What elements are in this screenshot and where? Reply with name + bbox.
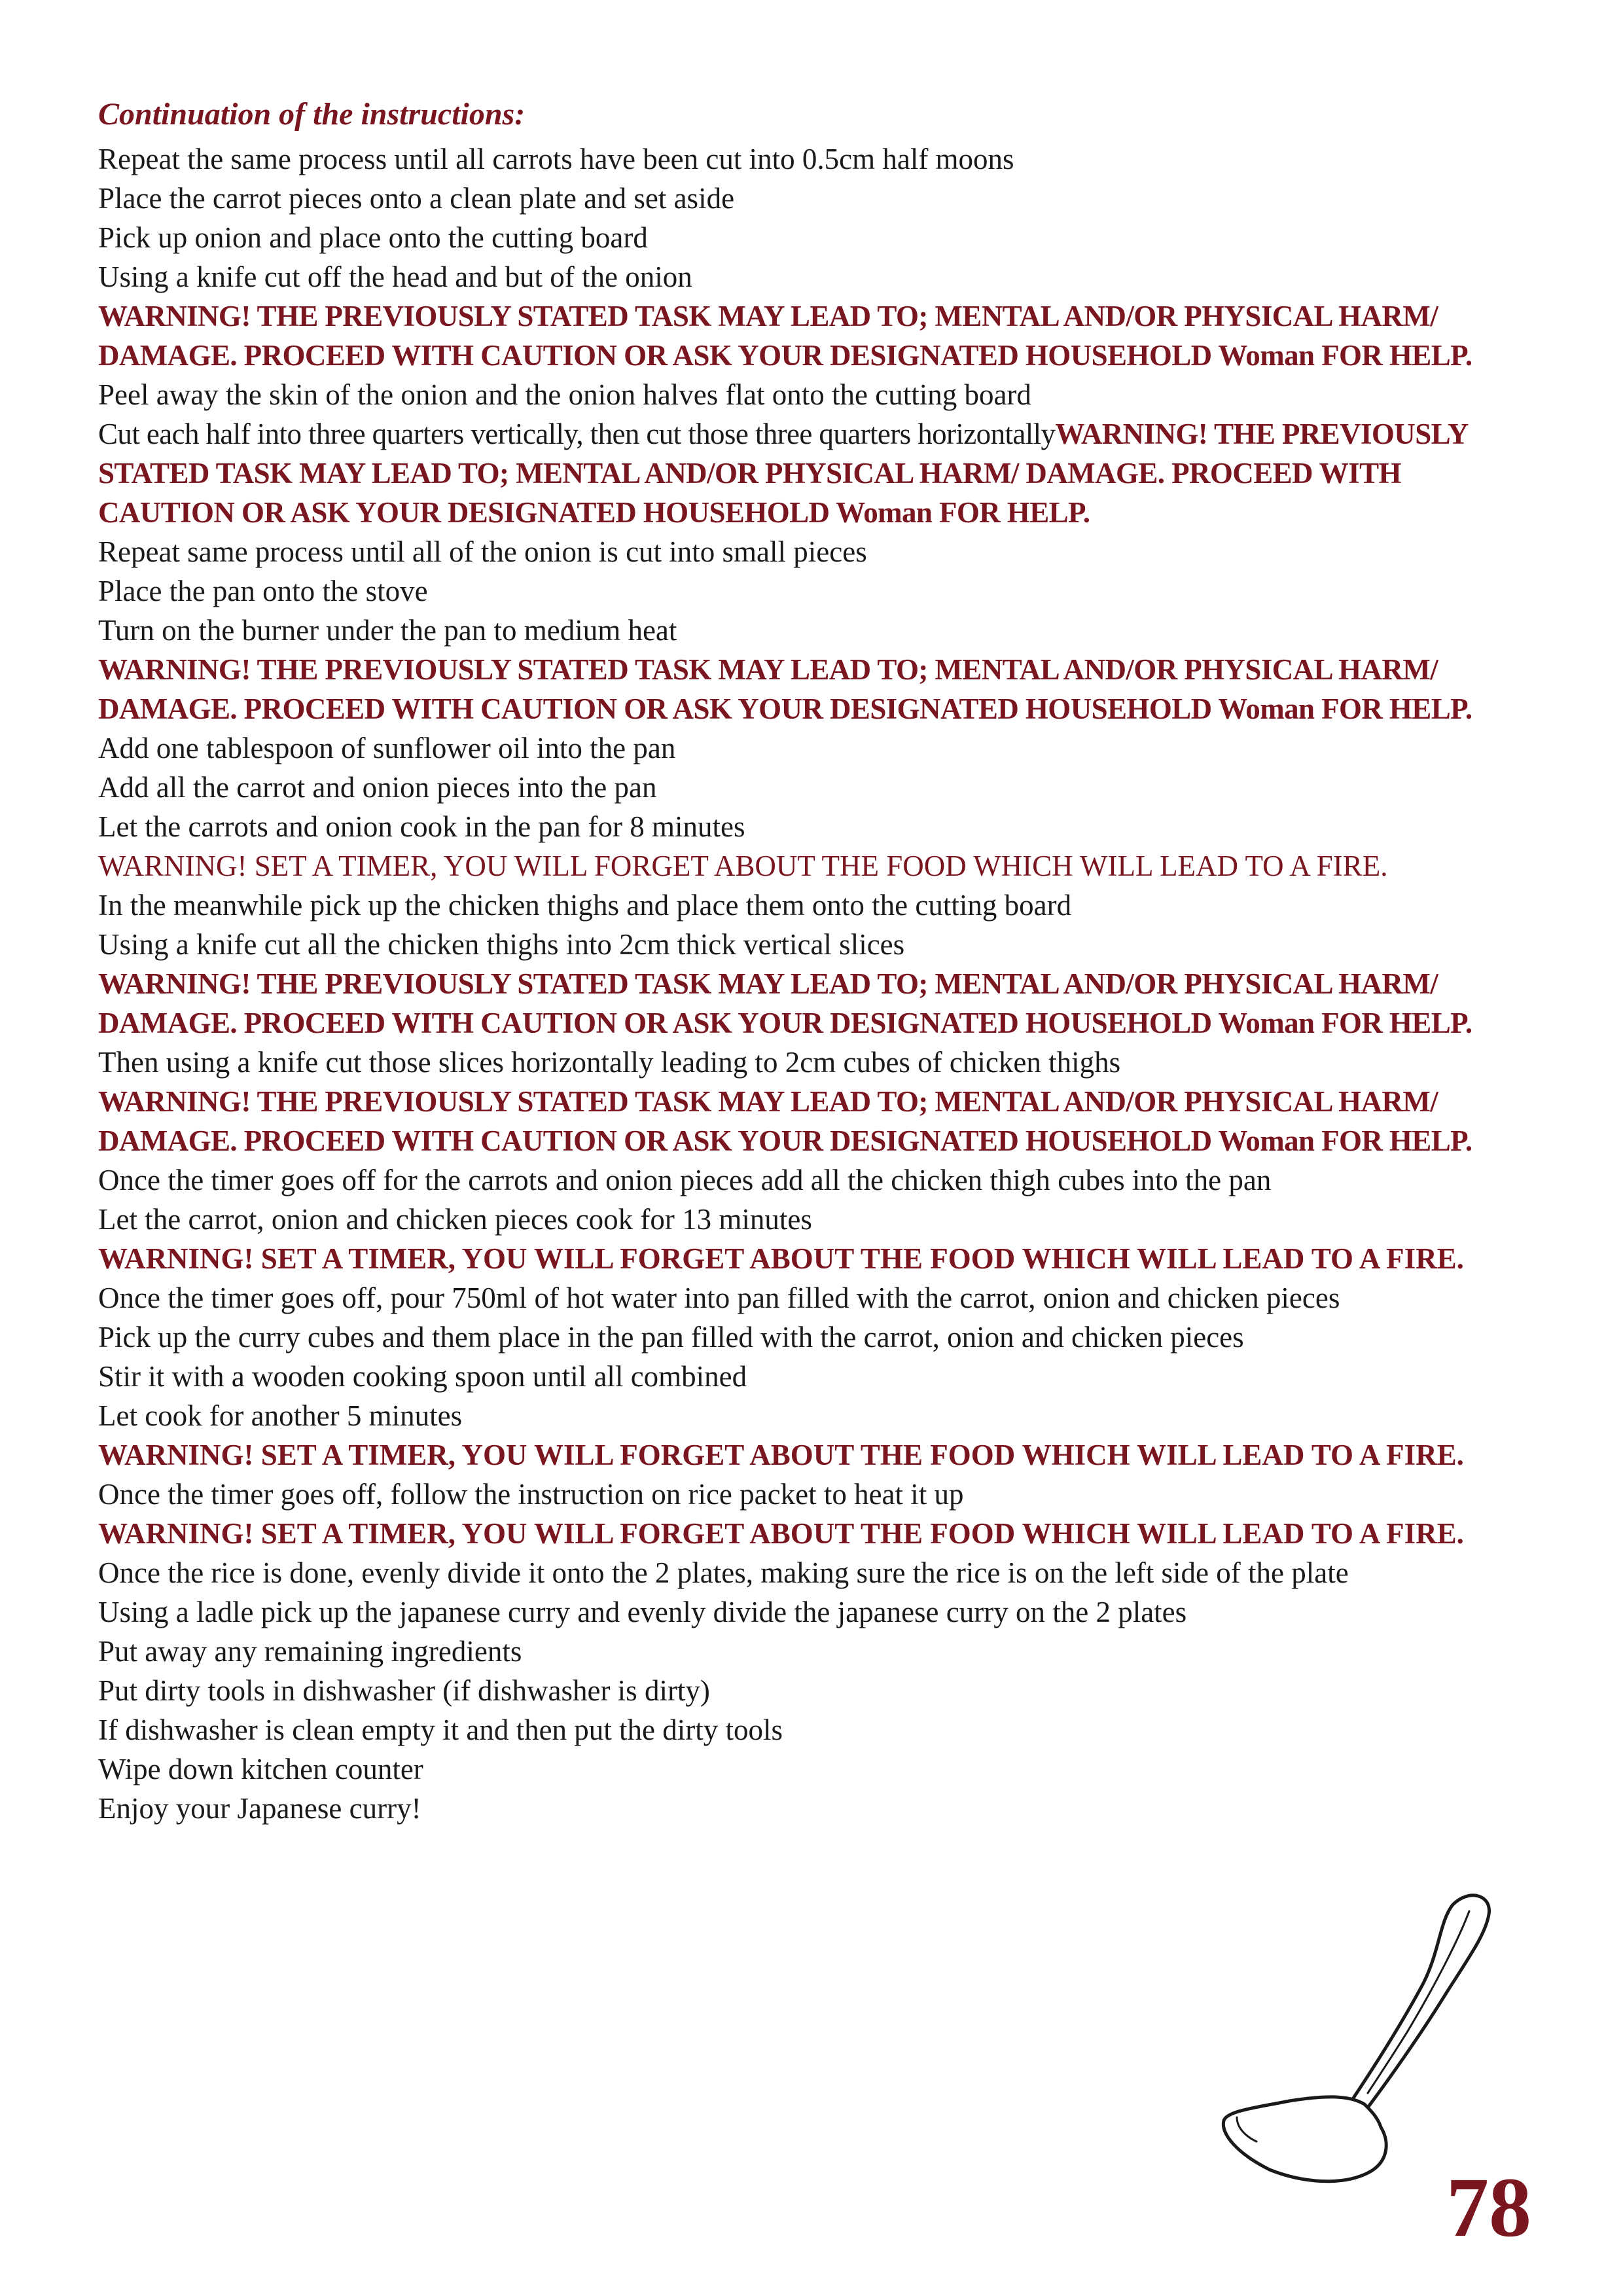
- warning-text: WARNING! THE PREVIOUSLY STATED TASK MAY LEAD TO; MENTAL AND/OR PHYSICAL HARM/ DAMAGE. PROCEED WITH CAUTION OR ASK YOUR DESIGNATED HOUSEHOLD Woman FOR HELP.: [98, 418, 1468, 529]
- instruction-step: In the meanwhile pick up the chicken thighs and place them onto the cutting board: [98, 889, 1072, 922]
- warning-text: WARNING! THE PREVIOUSLY STATED TASK MAY LEAD TO; MENTAL AND/OR PHYSICAL HARM/ DAMAGE. PROCEED WITH CAUTION OR ASK YOUR DESIGNATED HOUSEHOLD Woman FOR HELP.: [98, 653, 1472, 725]
- instruction-step: Once the timer goes off, follow the instruction on rice packet to heat it up: [98, 1478, 964, 1511]
- instruction-step: Using a ladle pick up the japanese curry and evenly divide the japanese curry on the 2 plates: [98, 1596, 1187, 1628]
- instructions-page: [98, 95, 1525, 1828]
- instruction-step: Add all the carrot and onion pieces into the pan: [98, 771, 657, 804]
- instruction-step: Turn on the burner under the pan to medium heat: [98, 614, 677, 647]
- instruction-text: Cut each half into three quarters vertically, then cut those three quarters horizontally: [98, 418, 1056, 450]
- instruction-step: Let cook for another 5 minutes: [98, 1399, 463, 1432]
- timer-warning: WARNING! SET A TIMER, YOU WILL FORGET ABOUT THE FOOD WHICH WILL LEAD TO A FIRE.: [98, 1439, 1464, 1471]
- instruction-step: Once the timer goes off for the carrots and onion pieces add all the chicken thigh cubes into the pan: [98, 1164, 1272, 1196]
- instruction-step: Place the carrot pieces onto a clean plate and set aside: [98, 182, 735, 215]
- ladle-icon: [1211, 1885, 1512, 2193]
- instruction-step: Let the carrot, onion and chicken pieces cook for 13 minutes: [98, 1203, 812, 1236]
- instruction-step-with-warning: [98, 414, 1525, 532]
- instruction-step: Pick up onion and place onto the cutting board: [98, 221, 648, 254]
- page-number: 78: [1446, 2161, 1531, 2255]
- instruction-step: Using a knife cut all the chicken thighs into 2cm thick vertical slices: [98, 928, 905, 961]
- instruction-step: Once the rice is done, evenly divide it onto the 2 plates, making sure the rice is on the left side of the plate: [98, 1556, 1349, 1589]
- timer-warning: WARNING! SET A TIMER, YOU WILL FORGET ABOUT THE FOOD WHICH WILL LEAD TO A FIRE.: [98, 850, 1388, 882]
- instruction-step: Then using a knife cut those slices horizontally leading to 2cm cubes of chicken thighs: [98, 1046, 1121, 1079]
- instruction-step: Enjoy your Japanese curry!: [98, 1792, 421, 1825]
- instruction-step: Repeat same process until all of the onion is cut into small pieces: [98, 535, 867, 568]
- warning-text: WARNING! THE PREVIOUSLY STATED TASK MAY LEAD TO; MENTAL AND/OR PHYSICAL HARM/ DAMAGE. PROCEED WITH CAUTION OR ASK YOUR DESIGNATED HOUSEHOLD Woman FOR HELP.: [98, 1085, 1472, 1157]
- timer-warning: WARNING! SET A TIMER, YOU WILL FORGET ABOUT THE FOOD WHICH WILL LEAD TO A FIRE.: [98, 1517, 1464, 1550]
- instruction-list: [98, 139, 1525, 1828]
- instruction-step: Pick up the curry cubes and them place in the pan filled with the carrot, onion and chicken pieces: [98, 1321, 1244, 1354]
- warning-text: WARNING! THE PREVIOUSLY STATED TASK MAY LEAD TO; MENTAL AND/OR PHYSICAL HARM/ DAMAGE. PROCEED WITH CAUTION OR ASK YOUR DESIGNATED HOUSEHOLD Woman FOR HELP.: [98, 300, 1472, 372]
- instruction-step: Once the timer goes off, pour 750ml of hot water into pan filled with the carrot, onion and chicken pieces: [98, 1282, 1340, 1314]
- instruction-step: Stir it with a wooden cooking spoon until all combined: [98, 1360, 747, 1393]
- instruction-step: Add one tablespoon of sunflower oil into the pan: [98, 732, 676, 764]
- instruction-step: Put dirty tools in dishwasher (if dishwasher is dirty): [98, 1674, 710, 1707]
- section-heading: Continuation of the instructions:: [98, 97, 526, 132]
- instruction-step: Let the carrots and onion cook in the pan for 8 minutes: [98, 810, 745, 843]
- instruction-step: Peel away the skin of the onion and the onion halves flat onto the cutting board: [98, 378, 1031, 411]
- instruction-step: Repeat the same process until all carrots have been cut into 0.5cm half moons: [98, 143, 1014, 175]
- instruction-step: Place the pan onto the stove: [98, 575, 428, 607]
- instruction-step: Using a knife cut off the head and but of the onion: [98, 260, 692, 293]
- instruction-step: Put away any remaining ingredients: [98, 1635, 522, 1668]
- instruction-step: Wipe down kitchen counter: [98, 1753, 423, 1785]
- warning-text: WARNING! THE PREVIOUSLY STATED TASK MAY LEAD TO; MENTAL AND/OR PHYSICAL HARM/ DAMAGE. PROCEED WITH CAUTION OR ASK YOUR DESIGNATED HOUSEHOLD Woman FOR HELP.: [98, 967, 1472, 1039]
- timer-warning: WARNING! SET A TIMER, YOU WILL FORGET ABOUT THE FOOD WHICH WILL LEAD TO A FIRE.: [98, 1242, 1464, 1275]
- instruction-step: If dishwasher is clean empty it and then put the dirty tools: [98, 1713, 783, 1746]
